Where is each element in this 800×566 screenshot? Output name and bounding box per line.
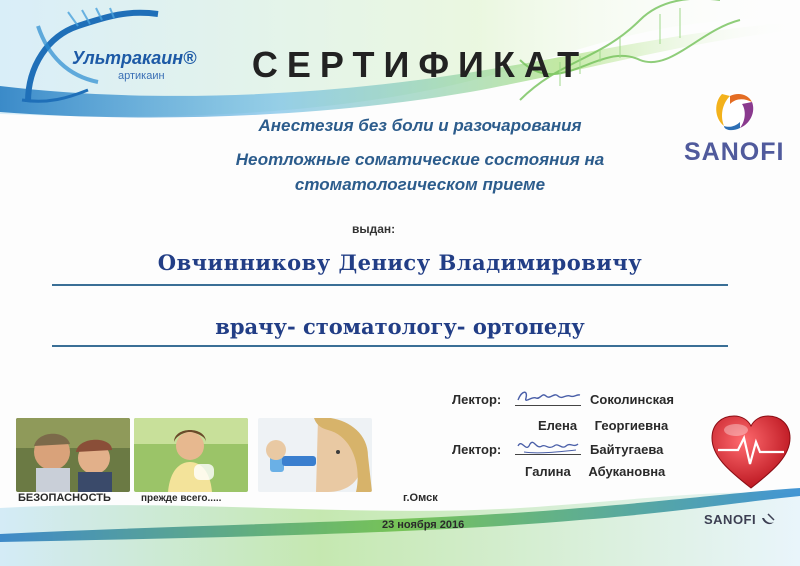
course-title-2-line-1: Неотложные соматические состояния на — [235, 150, 605, 169]
lecturer-2-given-names: Галина Абукановна — [525, 464, 666, 479]
recipient-role: врачу- стоматологу- ортопеду — [215, 314, 585, 339]
lecturer-1-surname: Соколинская — [590, 392, 674, 407]
issue-date: 23 ноября 2016 — [382, 519, 465, 531]
brand-name: Ультракаин® — [72, 48, 197, 68]
lecturer-1-given-names: Елена Георгиевна — [538, 418, 669, 433]
sanofi-emblem-icon — [684, 86, 784, 138]
issued-label: выдан: — [352, 222, 396, 236]
lecturer-2-surname: Байтугаева — [590, 442, 664, 457]
sanofi-logo-bottom — [704, 512, 794, 532]
divider — [52, 345, 728, 347]
signature-line — [515, 405, 581, 406]
divider — [52, 284, 728, 286]
issue-city: г.Омск — [403, 492, 438, 504]
certificate-title: СЕРТИФИКАТ — [251, 44, 589, 85]
footer-tagline-safety: БЕЗОПАСНОСТЬ — [18, 492, 111, 504]
sanofi-wordmark-small: SANOFI — [704, 512, 757, 527]
sanofi-wordmark: SANOFI — [684, 138, 785, 166]
sanofi-bird-icon — [760, 512, 776, 528]
recipient-name: Овчинникову Денису Владимировичу — [157, 250, 643, 275]
lecturer-2-label: Лектор: — [452, 442, 502, 457]
course-title-2-line-2: стоматологическом приеме — [294, 175, 546, 194]
sanofi-logo-top — [684, 86, 784, 172]
course-title-2 — [140, 147, 700, 197]
ultracain-logo — [8, 6, 198, 110]
footer-tagline-first: прежде всего..... — [141, 493, 222, 504]
brand-subtitle: артикаин — [118, 70, 165, 82]
course-title-1: Анестезия без боли и разочарования — [258, 116, 582, 135]
lecturer-1-label: Лектор: — [452, 392, 502, 407]
signature-line — [515, 454, 581, 455]
